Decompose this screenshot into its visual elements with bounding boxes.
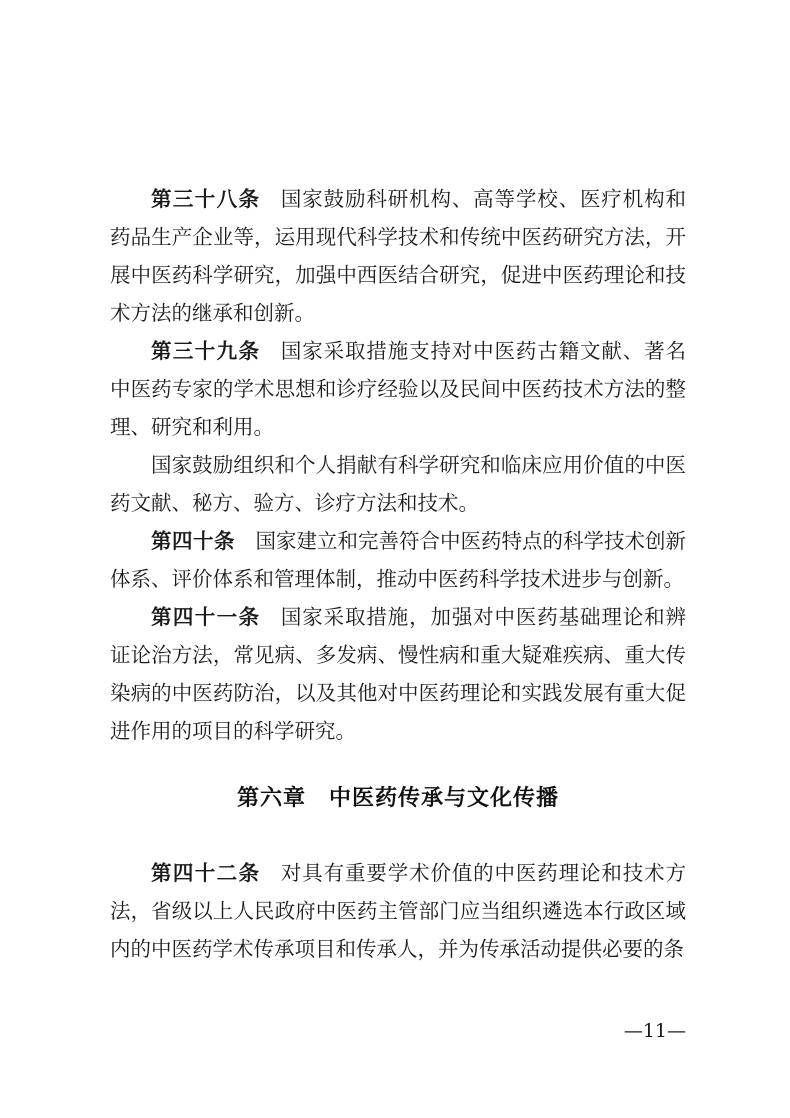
article-38-text: 国家鼓励科研机构、高等学校、医疗机构和药品生产企业等，运用现代科学技术和传统中医药研究方法，开展中医药科学研究，加强中西医结合研究，促进中医药理论和技术方法的继承和创新。 — [110, 187, 687, 325]
article-40-number: 第四十条 — [151, 529, 235, 553]
article-39-text: 国家采取措施支持对中医药古籍文献、著名中医药专家的学术思想和诊疗经验以及民间中医药技术方法的整理、研究和利用。 — [110, 339, 687, 439]
article-42-text: 对具有重要学术价值的中医药理论和技术方法，省级以上人民政府中医药主管部门应当组织遴选本行政区域内的中医药学术传承项目和传承人，并为传承活动提供必要的条 — [110, 861, 687, 961]
article-39-paragraph-2-text: 国家鼓励组织和个人捐献有科学研究和临床应用价值的中医药文献、秘方、验方、诊疗方法和技术。 — [110, 453, 686, 515]
article-39-number: 第三十九条 — [151, 339, 261, 363]
article-38-paragraph — [110, 180, 686, 332]
article-41-number: 第四十一条 — [151, 605, 261, 629]
chapter-heading: 第六章 中医药传承与文化传播 — [236, 786, 559, 811]
article-38-number: 第三十八条 — [151, 187, 261, 211]
article-41-paragraph — [110, 598, 686, 750]
article-39-paragraph-2 — [110, 446, 686, 522]
article-41-text: 国家采取措施，加强对中医药基础理论和辨证论治方法，常见病、多发病、慢性病和重大疑难疾病、重大传染病的中医药防治，以及其他对中医药理论和实践发展有重大促进作用的项目的科学研究。 — [110, 605, 687, 743]
article-40-text: 国家建立和完善符合中医药特点的科学技术创新体系、评价体系和管理体制，推动中医药科学技术进步与创新。 — [110, 529, 686, 591]
article-40-paragraph — [110, 522, 686, 598]
article-42-paragraph — [110, 854, 686, 968]
document-body — [110, 180, 686, 968]
article-39-paragraph — [110, 332, 686, 446]
page-number: —11— — [623, 1020, 686, 1042]
article-42-number: 第四十二条 — [151, 861, 261, 885]
